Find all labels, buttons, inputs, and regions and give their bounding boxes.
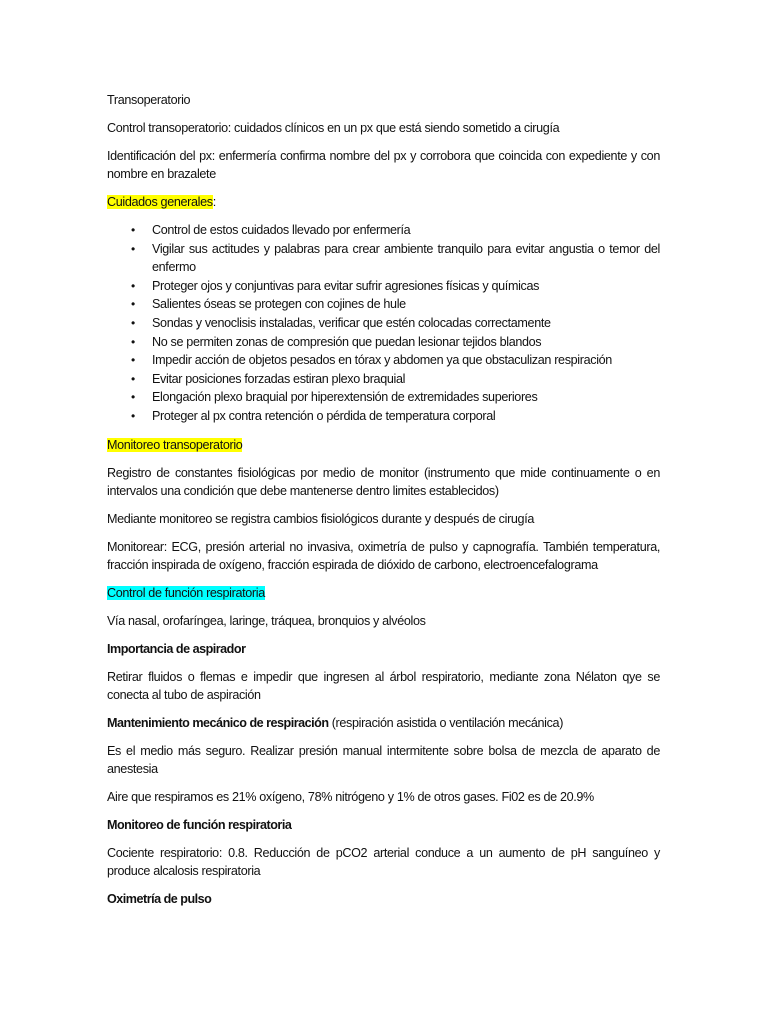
list-item — [107, 221, 660, 240]
heading-oximetria-pulso — [107, 890, 660, 908]
list-item-text: Control de estos cuidados llevado por enfermería — [152, 223, 411, 237]
list-item-text: Proteger ojos y conjuntivas para evitar sufrir agresiones físicas y químicas — [152, 278, 540, 293]
list-item — [107, 240, 660, 277]
list-item — [107, 314, 660, 333]
cuidados-list — [107, 221, 660, 426]
list-item — [107, 351, 660, 370]
bold-heading-text: Oximetría de pulso — [107, 891, 212, 906]
highlighted-heading-text: Monitoreo transoperatorio — [107, 437, 243, 452]
paragraph-via-nasal: Vía nasal, orofaríngea, laringe, tráquea, bronquios y alvéolos — [107, 613, 426, 628]
list-item-text: Evitar posiciones forzadas estiran plexo braquial — [152, 371, 406, 386]
paragraph-mediante-monitoreo: Mediante monitoreo se registra cambios fisiológicos durante y después de cirugía — [107, 511, 535, 526]
highlighted-heading-text: Cuidados generales — [107, 195, 213, 209]
heading-importancia-aspirador — [107, 640, 660, 658]
list-item — [107, 370, 660, 389]
bullet-icon: • — [131, 315, 135, 330]
list-item-text: Salientes óseas se protegen con cojines de hule — [152, 297, 406, 312]
bold-heading-text: Monitoreo de función respiratoria — [107, 817, 292, 832]
bullet-icon: • — [131, 223, 135, 237]
paragraph-retirar-fluidos: Retirar fluidos o flemas e impedir que ingresen al árbol respiratorio, mediante zona Nélaton qye se conecta al tubo de aspiración — [107, 669, 660, 702]
paragraph-monitorear: Monitorear: ECG, presión arterial no invasiva, oximetría de pulso y capnografía. También temperatura, fracción inspirada de oxígeno, fracción espirada de dióxido de carbono, electroencefalograma — [107, 539, 660, 572]
bullet-icon: • — [131, 334, 135, 349]
list-item-text: No se permiten zonas de compresión que puedan lesionar tejidos blandos — [152, 334, 542, 349]
list-item-text: Elongación plexo braquial por hiperextensión de extremidades superiores — [152, 390, 538, 405]
heading-note: (respiración asistida o ventilación mecánica) — [328, 715, 564, 730]
list-item-text: Sondas y venoclisis instaladas, verificar que estén colocadas correctamente — [152, 315, 551, 330]
list-item-text: Vigilar sus actitudes y palabras para crear ambiente tranquilo para evitar angustia o temor del enfermo — [152, 241, 660, 275]
heading-monitoreo-funcion-respiratoria — [107, 816, 660, 834]
bullet-icon: • — [131, 353, 135, 368]
bold-heading-text: Importancia de aspirador — [107, 641, 246, 656]
document-title — [107, 91, 660, 109]
paragraph-cociente: Cociente respiratorio: 0.8. Reducción de pCO2 arterial conduce a un aumento de pH sanguíneo y produce alcalosis respiratoria — [107, 845, 660, 878]
list-item — [107, 388, 660, 407]
paragraph-registro: Registro de constantes fisiológicas por medio de monitor (instrumento que mide continuamente o en intervalos una condición que debe mantenerse dentro limites establecidos) — [107, 465, 660, 498]
list-item — [107, 277, 660, 296]
list-item-text: Impedir acción de objetos pesados en tórax y abdomen ya que obstaculizan respiración — [152, 353, 612, 368]
list-item — [107, 407, 660, 426]
bullet-icon: • — [131, 371, 135, 386]
title-text: Transoperatorio — [107, 93, 191, 107]
highlighted-heading-text: Control de función respiratoria — [107, 585, 265, 600]
heading-colon: : — [212, 195, 216, 209]
bullet-icon: • — [131, 278, 135, 293]
paragraph-medio-seguro: Es el medio más seguro. Realizar presión manual intermitente sobre bolsa de mezcla de aparato de anestesia — [107, 743, 660, 776]
paragraph-control-transoperatorio: Control transoperatorio: cuidados clínicos en un px que está siendo sometido a cirugía — [107, 121, 560, 135]
heading-monitoreo-transoperatorio — [107, 436, 660, 454]
bold-heading-text: Mantenimiento mecánico de respiración — [107, 715, 329, 730]
list-item — [107, 333, 660, 352]
heading-control-funcion-respiratoria — [107, 584, 660, 602]
bullet-icon: • — [131, 297, 135, 312]
paragraph-aire: Aire que respiramos es 21% oxígeno, 78% nitrógeno y 1% de otros gases. Fi02 es de 20.9% — [107, 789, 594, 804]
list-item-text: Proteger al px contra retención o pérdida de temperatura corporal — [152, 408, 496, 423]
heading-cuidados-generales — [107, 193, 660, 211]
bullet-icon: • — [131, 390, 135, 405]
heading-mantenimiento-mecanico — [107, 714, 660, 732]
paragraph-identificacion: Identificación del px: enfermería confirma nombre del px y corrobora que coincida con expediente y con nombre en brazalete — [107, 149, 660, 181]
bullet-icon: • — [131, 241, 135, 256]
bullet-icon: • — [131, 408, 135, 423]
list-item — [107, 295, 660, 314]
